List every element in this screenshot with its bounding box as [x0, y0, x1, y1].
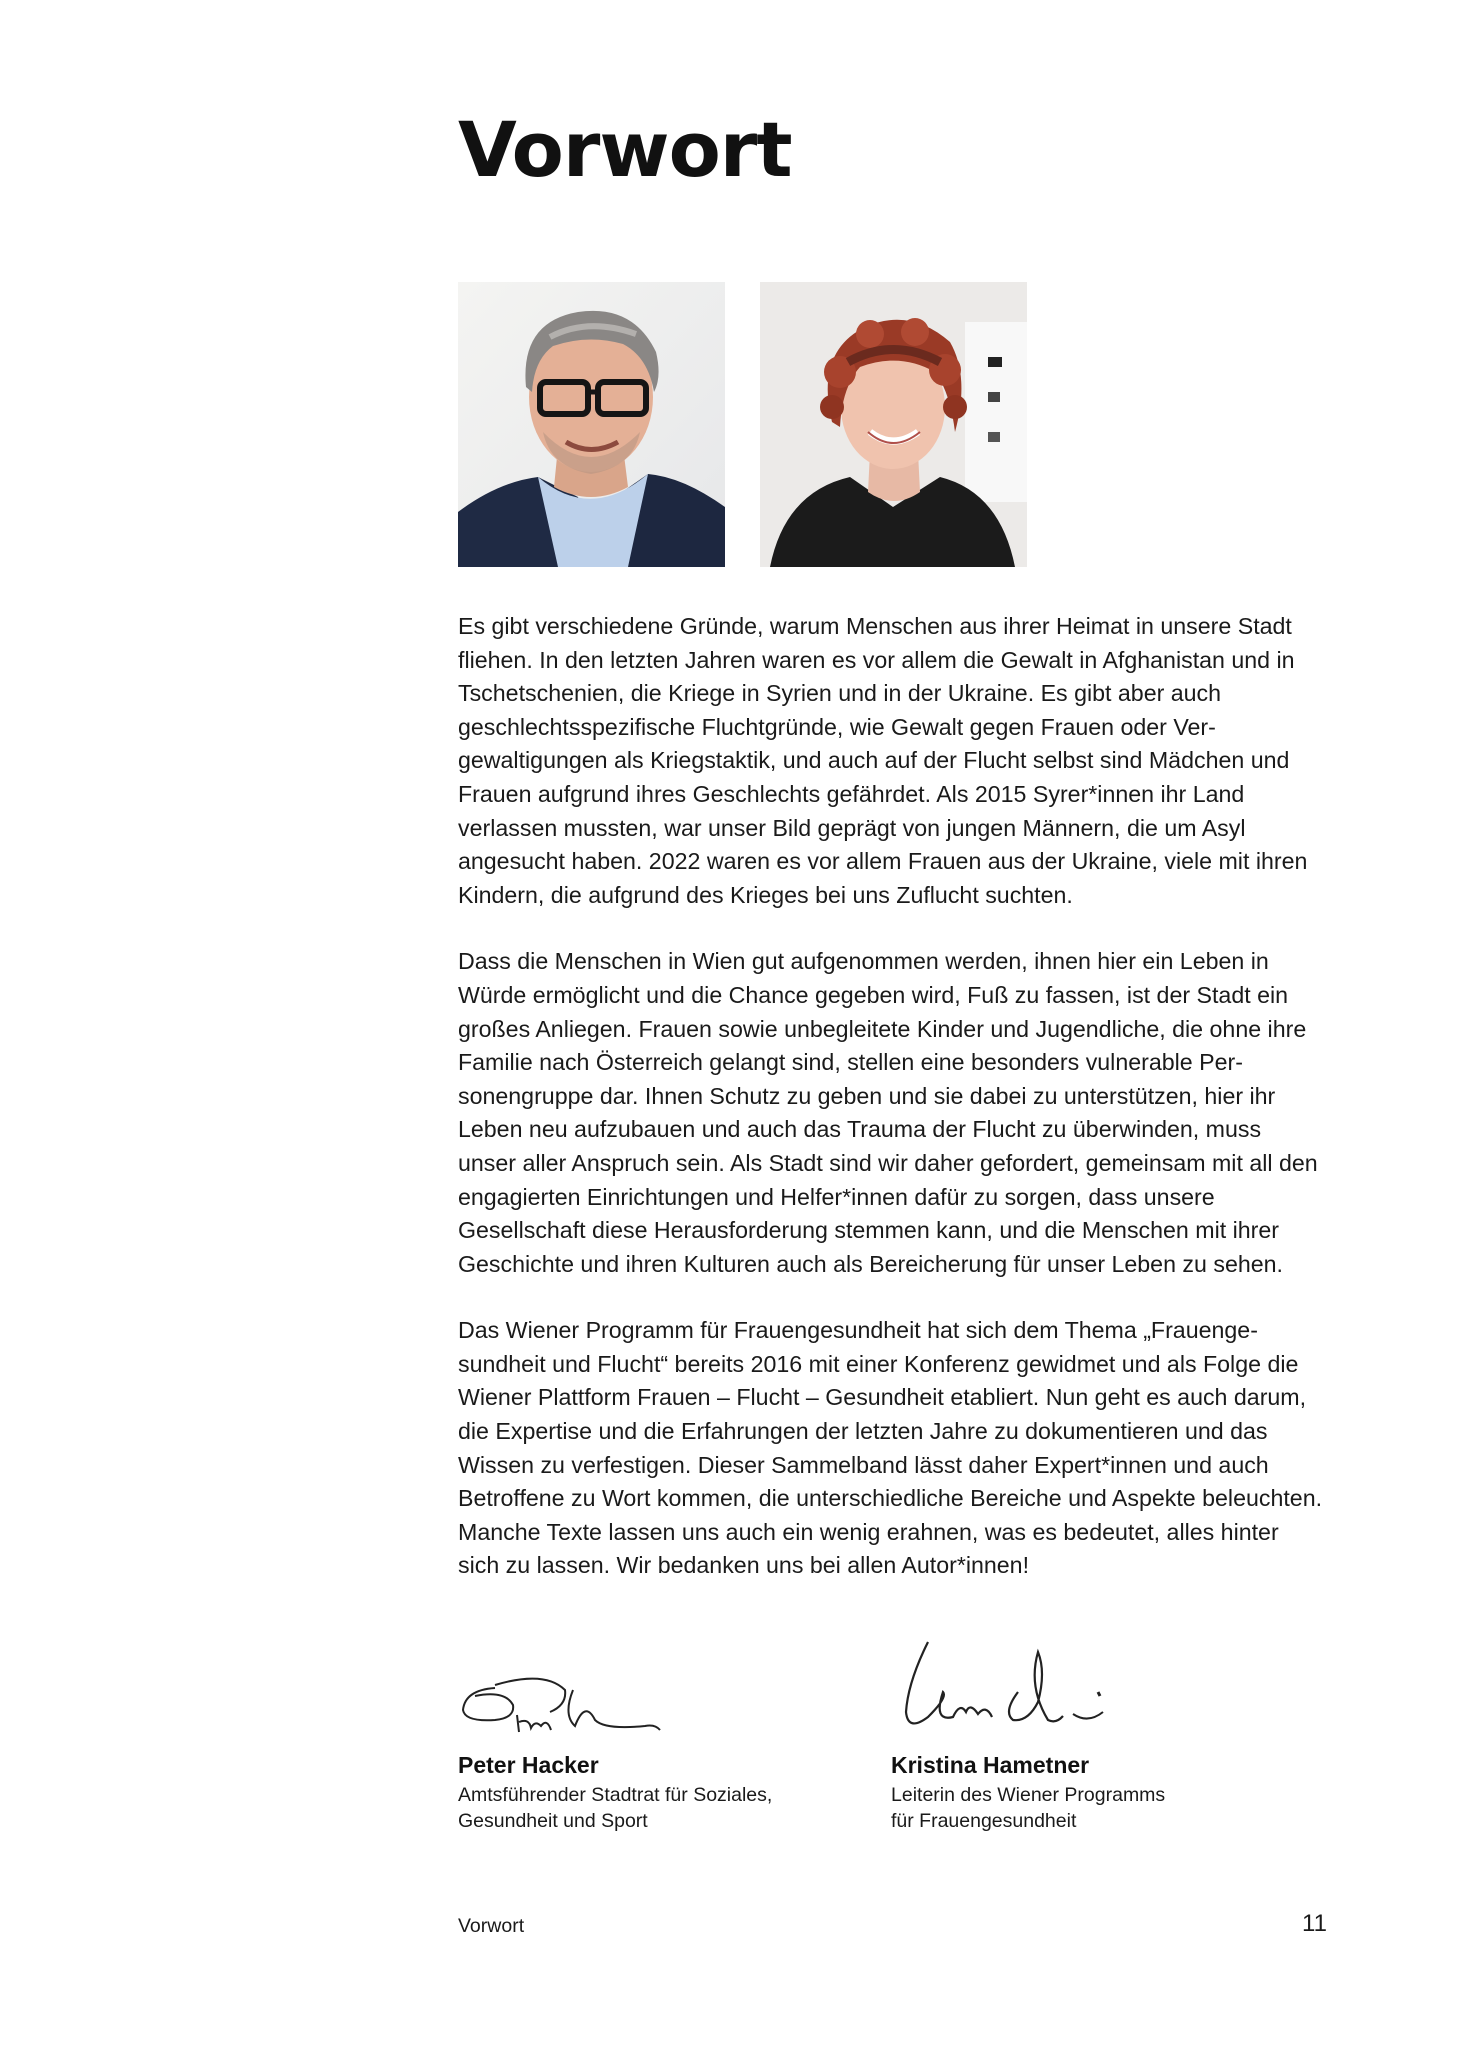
footer-section-label: Vorwort	[458, 1915, 525, 1937]
role-line: für Frauengesundheit	[891, 1810, 1077, 1832]
role-line: Leiterin des Wiener Programms	[891, 1784, 1166, 1806]
role-line: Amtsführender Stadtrat für Soziales,	[458, 1784, 773, 1806]
page-number: 11	[1302, 1910, 1327, 1937]
portrait-man-image	[458, 282, 725, 567]
signature-peter-hacker	[455, 1660, 665, 1740]
portrait-woman-image	[760, 282, 1027, 567]
paragraph-1: Es gibt verschiedene Gründe, warum Menschen aus ihrer Heimat in unsere Stadt fliehen. In den letzten Jahren waren es vor allem die Gewalt in Afghanistan und in Tschetschenien, die Kriege in Syrien und in der Ukraine. Es gibt aber auch geschlechtsspezifische Fluchtgründe, wie Gewalt gegen Frauen oder Vergewaltigungen als Kriegstaktik, und auch auf der Flucht selbst sind Mädchen und Frauen aufgrund ihres Geschlechts gefährdet. Als 2015 Syrer*innen ihr Land verlassen mussten, war unser Bild geprägt von jungen Männern, die um Asyl angesucht haben. 2022 waren es vor allem Frauen aus der Ukraine, viele mit ihren Kindern, die aufgrund des Krieges bei uns Zuflucht suchten.	[458, 613, 1308, 908]
paragraph-2: Dass die Menschen in Wien gut aufgenommen werden, ihnen hier ein Leben in Würde ermöglicht und die Chance gegeben wird, Fuß zu fassen, ist der Stadt ein großes Anliegen. Frauen sowie unbegleitete Kinder und Jugendliche, die ohne ihre Familie nach Österreich gelangt sind, stellen eine besonders vulnerable Personengruppe dar. Ihnen Schutz zu geben und sie dabei zu unterstützen, hier ihr Leben neu aufzubauen und auch das Trauma der Flucht zu überwinden, muss unser aller Anspruch sein. Als Stadt sind wir daher gefordert, gemeinsam mit all den engagierten Einrichtungen und Helfer*innen dafür zu sorgen, dass unsere Gesellschaft diese Herausforderung stemmen kann, und die Menschen mit ihrer Geschichte und ihren Kulturen auch als Bereicherung für unser Leben zu sehen.	[458, 948, 1318, 1277]
foreword-text	[458, 610, 1324, 1616]
page-title: Vorwort	[458, 105, 792, 194]
portrait-photo-kristina-hametner	[760, 282, 1027, 567]
signatory-role	[458, 1782, 772, 1834]
signatory-name: Kristina Hametner	[891, 1752, 1090, 1778]
role-line: Gesundheit und Sport	[458, 1810, 648, 1832]
signatory-role	[891, 1782, 1165, 1834]
signatory-name: Peter Hacker	[458, 1752, 599, 1778]
portrait-photo-peter-hacker	[458, 282, 725, 567]
paragraph-3: Das Wiener Programm für Frauengesundheit hat sich dem Thema „Frauengesundheit und Flucht“ bereits 2016 mit einer Konferenz gewidmet und als Folge die Wiener Plattform Frauen – Flucht – Gesundheit etabliert. Nun geht es auch darum, die Expertise und die Erfahrungen der letzten Jahre zu dokumentieren und das Wissen zu verfestigen. Dieser Sammelband lässt daher Expert*innen und auch Betroffene zu Wort kommen, die unterschiedliche Bereiche und Aspekte beleuchten. Manche Texte lassen uns auch ein wenig erahnen, was es bedeutet, alles hinter sich zu lassen. Wir bedanken uns bei allen Autor*innen!	[458, 1317, 1323, 1579]
signature-kristina-hametner	[888, 1632, 1108, 1742]
